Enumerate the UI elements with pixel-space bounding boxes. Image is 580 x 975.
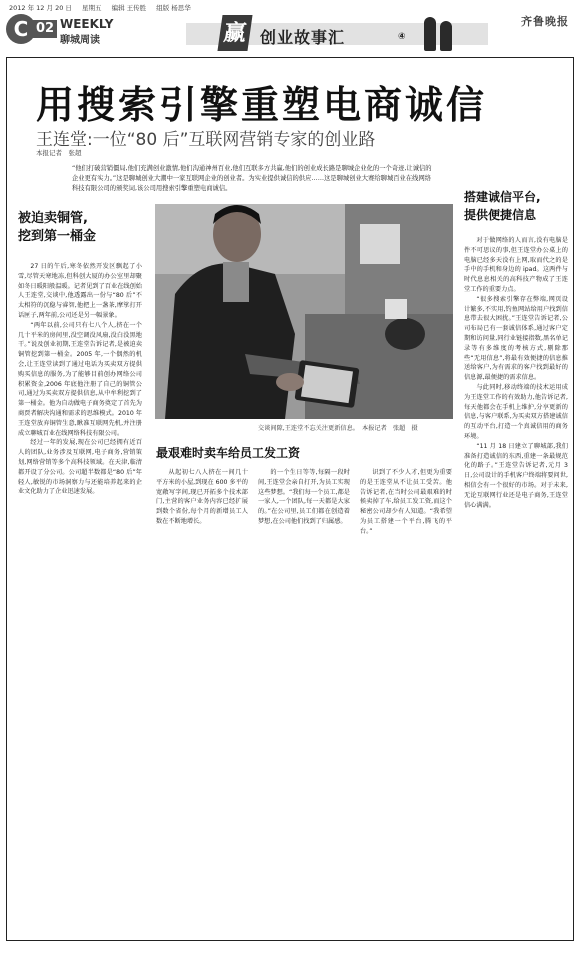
column-banner: [186, 13, 488, 50]
page-badge: [6, 14, 146, 44]
article-photo: [155, 204, 453, 419]
paragraph: “很多搜索引擎存在弊端,网页设计繁多,不实用,钓鱼网站给用户找到信息带去很大困扰。”王连堂告诉记者,公司布局已有一套诚信体系,通过客户定期和访问量,同行业链接指数,黑名单记录等有多维度的考核方式,剔除那些“无用信息”,将最有效便捷的信息推送给客户,为有需求的客户找到最好的信息源,最便捷的需求信息。: [464, 295, 568, 382]
paragraph: 从起初七八人挤在一间几十平方米的小屋,到现在 600 多平的宽敞写字间,现已开拓多个技术部门,主营的客户业务内容已经扩展到数个省份,每个月的新增员工人数在不断地增长。: [156, 469, 248, 525]
right-section: [464, 188, 568, 932]
paragraph: 的一个生日等等,每隔一段时间,王连堂会亲自打开,为员工实现这些梦想。“我们每一个员工,都是一家人,一个团队,每一天都是大家的。”在公司里,员工们都在创造着梦想,在公司他们找到了归属感。: [258, 469, 350, 525]
headline: 用搜索引擎重塑电商诚信: [36, 83, 488, 127]
paragraph: “11 月 18 日建立了聊城部,我们准备打造诚信的东西,重建一条最规范化的路子。”王连堂告诉记者,元月 3 日,公司设计的手机客户终端将要问世,相信会有一个很好的市场。对于未来,无论互联网行业还是电子商务,王连堂信心满满。: [464, 442, 568, 509]
left-section: [18, 196, 142, 932]
businessman-figure-icon: [440, 21, 452, 51]
page-letter: C: [6, 14, 36, 44]
text-column: [258, 468, 350, 527]
subheadline: 王连堂:一位“80 后”互联网营销专家的创业路: [36, 130, 376, 150]
text-column: [360, 468, 452, 537]
lead-paragraph: “他们打破营销僵局,他们充满创业激情,他们沟通神州百业,他们互联多方共赢,他们的创业成长路是聊城企业化的一个奇迹,让诚信的企业更有实力。”这是聊城创业大潮中一家互联网企业的创业者。为实业提供诚信的供应……这是聊城创业大赛给聊城百业在线网络科技有限公司的颁奖词,该公司用搜索引擎重塑电商诚信。: [72, 165, 432, 192]
issue-date: 2012 年 12 月 20 日: [9, 4, 72, 12]
right-section-body: [464, 236, 568, 510]
middle-section-title: 最艰难时卖车给员工发工资: [156, 446, 301, 460]
byline: 本报记者 张超: [36, 149, 82, 157]
right-section-title: 搭建诚信平台, 提供便捷信息: [464, 190, 541, 222]
section-cn: 聊城周读: [60, 35, 100, 46]
paragraph: 对于做网络的人而言,没有电脑是件不可思议的事,但王连堂办公桌上的电脑已经多天没有上网,取而代之的是手中的手机和身边的 ipad。这两件与时代息息相关的高科技产物成了王连堂工作的重要力点。: [464, 237, 568, 293]
paragraph: 经过一年的发展,现在公司已经拥有近百人的团队,业务涉及互联网,电子商务,营销策划,网络营销等多个高科技领域。在天津,临清都开设了分公司。公司超半数都是“80 后”年轻人,敏锐的市场洞察力与还能培养起来的企业文化助力了企业迅速发展。: [18, 439, 142, 496]
column-issue: ④: [398, 32, 406, 42]
middle-section-body: [156, 468, 452, 580]
masthead-meta: [0, 0, 580, 14]
page-number: 02: [33, 20, 57, 38]
businessman-figure-icon: [424, 17, 436, 51]
column-title: 创业故事汇: [260, 28, 346, 47]
issue-designer: 组版 杨思华: [156, 4, 191, 12]
paragraph: 27 日的午后,寒冬依然开发区飘起了小雪,尽管天寒地冻,但科创大厦的办公室里却聚如冬日暖阳般温暖。记者见到了百业在线创始人王连堂,交谈中,他透露出一份与“80 后”不太相符的沉稳与睿智,他把上一盏茶,摩挲打开话匣子,两年前,公司还是另一幅景象。: [18, 263, 142, 319]
photo-illustration: [155, 204, 453, 419]
paragraph: 与此同时,移动终端的技术运用成为王连堂工作的有效助力,他告诉记者,每天他都会在手机上维护,分享更新的信息,与客户联系,为买卖双方搭建诚信的互动平台,打造一个真诚信用的商务环境。: [464, 383, 568, 440]
left-section-title: 被迫卖铜管, 挖到第一桶金: [18, 211, 97, 244]
photo-caption: 交谈间隙,王连堂不忘关注更新信息。 本报记者 张超 摄: [258, 425, 418, 432]
left-section-body: [18, 262, 142, 497]
paragraph: 识到了不少人才,但更为重要的是王连堂从不让员工受苦。他告诉记者,在当时公司最艰难的时候卖掉了车,给员工发工资,而这个秘密公司却少有人知道。“我希望为员工搭建一个平台,腾飞的平台。”: [360, 469, 452, 535]
section-en: WEEKLY: [60, 17, 114, 31]
issue-meta: [9, 3, 199, 12]
issue-weekday: 星期五: [82, 4, 102, 12]
column-logo: 赢: [217, 15, 252, 51]
paper-logo: 齐鲁晚报: [521, 15, 569, 28]
issue-editor: 编辑 王传胜: [111, 4, 147, 12]
text-column: [156, 468, 248, 527]
paragraph: “两年以前,公司只有七八个人,挤在一个几十平米的房间里,没空调没风扇,没白没黑地干。”说及创业初期,王连堂告诉记者,是被迫卖铜管挖到第一桶金。2005 年,一个偶然的机会,让王连堂读到了通过电话为买卖双方提供购买信息的服务,为了能够目前创办网络公司积累资金,2006 年底他注册了自己的铜管公司,通过为买卖双方提供信息,从中牟利挖到了第一桶金。他为自动做电子商务奠定了首先为商贾者解决沟通和需求的思维模式。2010 年王连堂放弃铜管生意,瞅准互联网先机,并注册成立聊城百业在线网络科技有限公司。: [18, 321, 142, 437]
